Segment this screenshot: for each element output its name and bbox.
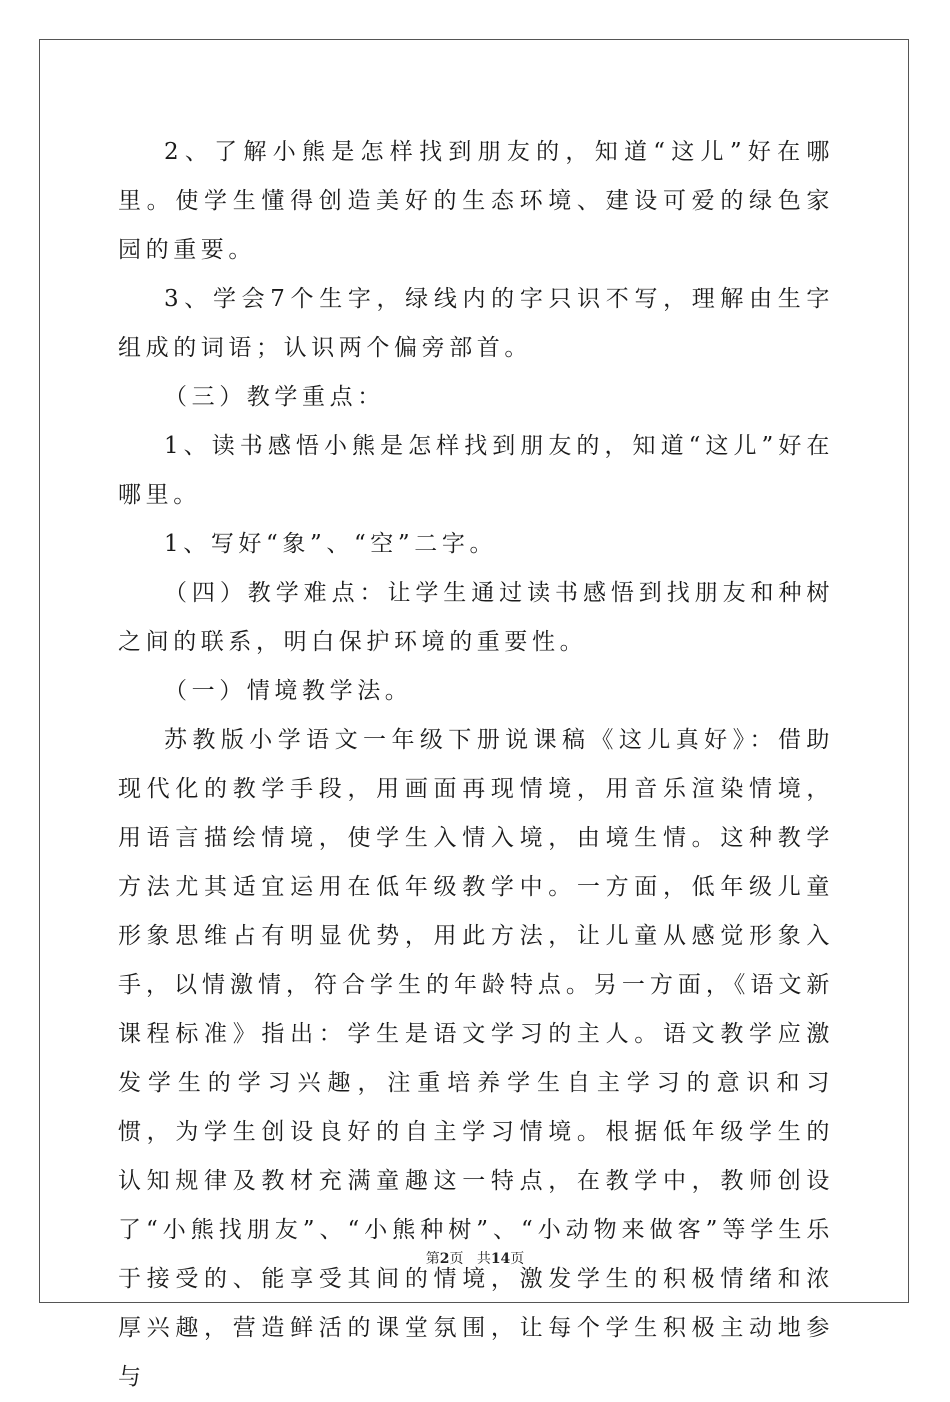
total-suffix: 页 — [510, 1251, 525, 1267]
document-body — [118, 128, 834, 1402]
paragraph-method-description: 苏教版小学语文一年级下册说课稿《这儿真好》：借助现代化的教学手段，用画面再现情境，用音乐渲染情境，用语言描绘情境，使学生入情入境，由境生情。这种教学方法尤其适宜运用在低年级教学中。一方面，低年级儿童形象思维占有明显优势，用此方法，让儿童从感觉形象入手，以情激情，符合学生的年龄特点。另一方面，《语文新课程标准》指出：学生是语文学习的主人。语文教学应激发学生的学习兴趣，注重培养学生自主学习的意识和习惯，为学生创设良好的自主学习情境。根据低年级学生的认知规律及教材充满童趣这一特点，在教学中，教师创设了“小熊找朋友”、“小熊种树”、“小动物来做客”等学生乐于接受的、能享受其间的情境，激发学生的积极情绪和浓厚兴趣，营造鲜活的课堂氛围，让每个学生积极主动地参与 — [118, 727, 834, 1390]
total-prefix: 共 — [476, 1251, 491, 1267]
total-pages: 14 — [490, 1251, 511, 1267]
paragraph-focus-2: 1、写好“象”、“空”二字。 — [164, 531, 498, 557]
page-footer — [0, 1248, 950, 1268]
page-suffix: 页 — [449, 1251, 464, 1267]
page-prefix: 第 — [425, 1251, 440, 1267]
heading-situational-method: （一）情境教学法。 — [164, 678, 413, 704]
paragraph-teaching-difficulty: （四）教学难点：让学生通过读书感悟到找朋友和种树之间的联系，明白保护环境的重要性。 — [118, 580, 834, 655]
heading-teaching-focus: （三）教学重点： — [164, 384, 385, 410]
paragraph-objective-2: 2、了解小熊是怎样找到朋友的，知道“这儿”好在哪里。使学生懂得创造美好的生态环境、建设可爱的绿色家园的重要。 — [118, 139, 834, 263]
paragraph-objective-3: 3、学会7个生字，绿线内的字只识不写，理解由生字组成的词语；认识两个偏旁部首。 — [118, 286, 834, 361]
current-page-number: 2 — [439, 1251, 450, 1267]
paragraph-focus-1: 1、读书感悟小熊是怎样找到朋友的，知道“这儿”好在哪里。 — [118, 433, 834, 508]
